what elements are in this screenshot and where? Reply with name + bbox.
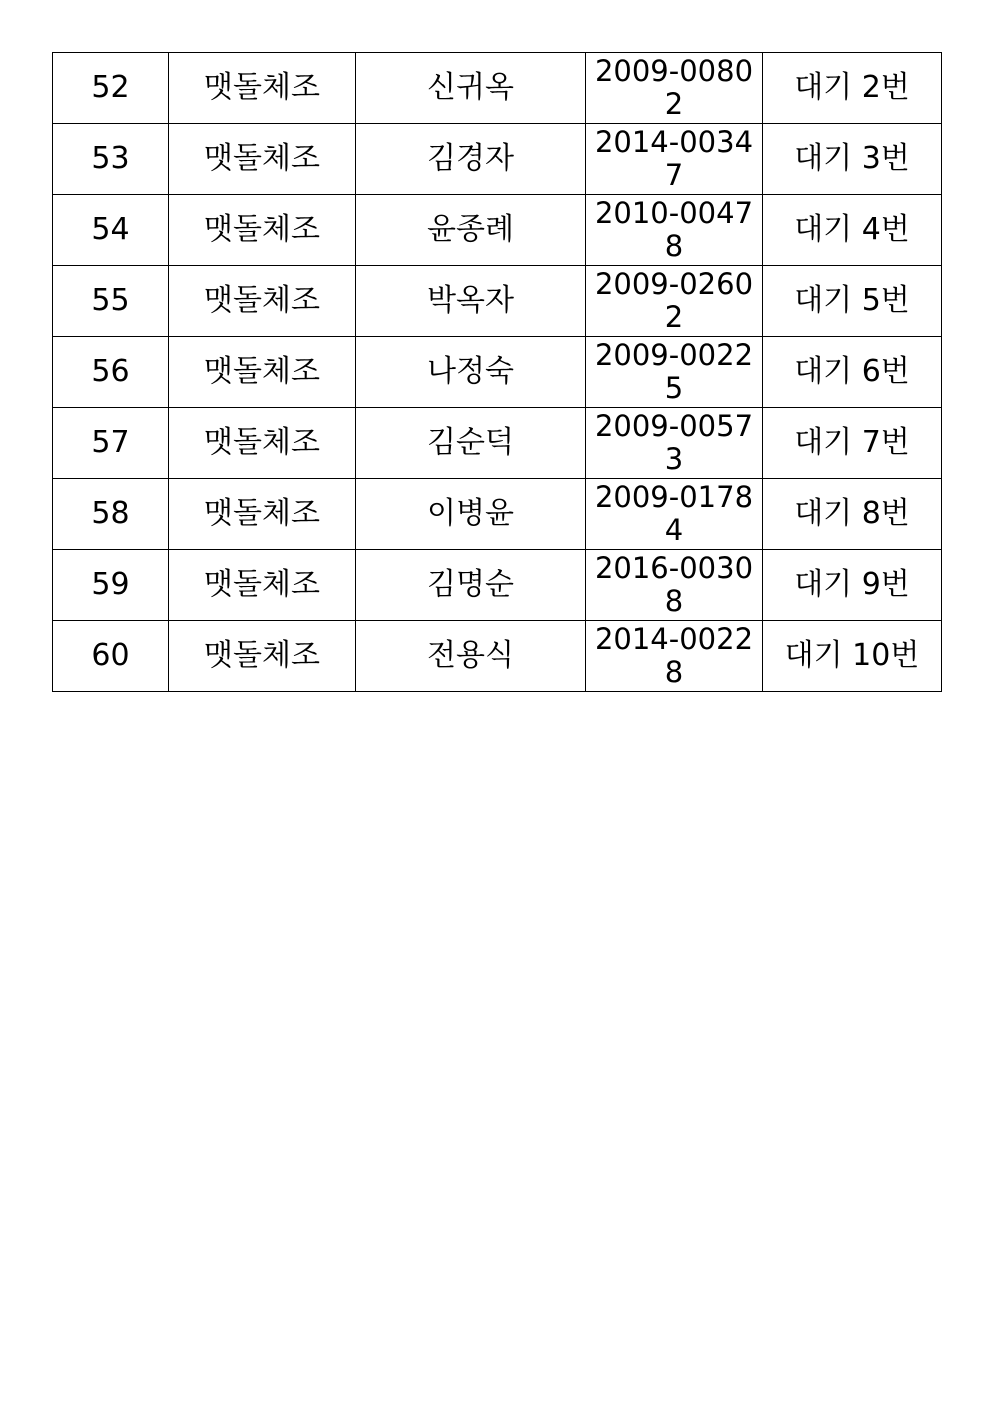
name-cell: 이병윤 [356, 479, 586, 550]
registration-number-main: 2009-0080 [594, 54, 754, 88]
registration-number-main: 2010-0047 [594, 196, 754, 230]
waitlist-status-cell: 대기 4번 [763, 195, 942, 266]
registration-number-cell [586, 195, 763, 266]
waitlist-status-cell: 대기 8번 [763, 479, 942, 550]
registration-number-tail: 4 [664, 513, 684, 547]
registration-number-main: 2016-0030 [594, 551, 754, 585]
table-row [53, 195, 942, 266]
registration-number-main: 2009-0022 [594, 338, 754, 372]
name-cell: 나정숙 [356, 337, 586, 408]
registration-number-cell [586, 621, 763, 692]
registration-number-main: 2014-0034 [594, 125, 754, 159]
name-cell: 김순덕 [356, 408, 586, 479]
table-row [53, 266, 942, 337]
row-number-cell: 55 [53, 266, 169, 337]
team-cell: 맷돌체조 [169, 266, 356, 337]
registration-number-cell [586, 53, 763, 124]
row-number-cell: 53 [53, 124, 169, 195]
row-number-cell: 54 [53, 195, 169, 266]
registration-number-tail: 3 [664, 442, 684, 476]
row-number-cell: 52 [53, 53, 169, 124]
registration-number-tail: 8 [664, 584, 684, 618]
waitlist-status-cell: 대기 10번 [763, 621, 942, 692]
registration-number-tail: 2 [664, 87, 684, 121]
team-cell: 맷돌체조 [169, 408, 356, 479]
team-cell: 맷돌체조 [169, 53, 356, 124]
name-cell: 윤종례 [356, 195, 586, 266]
row-number-cell: 60 [53, 621, 169, 692]
registration-number-cell [586, 550, 763, 621]
registration-number-tail: 2 [664, 300, 684, 334]
registration-number-tail: 7 [664, 158, 684, 192]
registration-number-cell [586, 479, 763, 550]
table-row [53, 479, 942, 550]
name-cell: 신귀옥 [356, 53, 586, 124]
waitlist-status-cell: 대기 2번 [763, 53, 942, 124]
team-cell: 맷돌체조 [169, 621, 356, 692]
registration-number-cell [586, 408, 763, 479]
waitlist-status-cell: 대기 7번 [763, 408, 942, 479]
name-cell: 전용식 [356, 621, 586, 692]
waitlist-status-cell: 대기 6번 [763, 337, 942, 408]
registration-number-cell [586, 337, 763, 408]
team-cell: 맷돌체조 [169, 124, 356, 195]
name-cell: 박옥자 [356, 266, 586, 337]
waitlist-status-cell: 대기 5번 [763, 266, 942, 337]
table-row [53, 550, 942, 621]
registration-number-main: 2014-0022 [594, 622, 754, 656]
waitlist-status-cell: 대기 9번 [763, 550, 942, 621]
name-cell: 김경자 [356, 124, 586, 195]
table-row [53, 337, 942, 408]
table-row [53, 53, 942, 124]
team-cell: 맷돌체조 [169, 195, 356, 266]
team-cell: 맷돌체조 [169, 337, 356, 408]
table-row [53, 124, 942, 195]
registration-number-cell [586, 266, 763, 337]
waitlist-status-cell: 대기 3번 [763, 124, 942, 195]
registration-number-tail: 5 [664, 371, 684, 405]
waitlist-table-body [53, 53, 942, 692]
name-cell: 김명순 [356, 550, 586, 621]
registration-number-tail: 8 [664, 655, 684, 689]
row-number-cell: 59 [53, 550, 169, 621]
registration-number-main: 2009-0260 [594, 267, 754, 301]
team-cell: 맷돌체조 [169, 550, 356, 621]
table-row [53, 621, 942, 692]
row-number-cell: 56 [53, 337, 169, 408]
registration-number-cell [586, 124, 763, 195]
registration-number-main: 2009-0178 [594, 480, 754, 514]
waitlist-table [52, 52, 942, 692]
registration-number-tail: 8 [664, 229, 684, 263]
registration-number-main: 2009-0057 [594, 409, 754, 443]
table-row [53, 408, 942, 479]
team-cell: 맷돌체조 [169, 479, 356, 550]
row-number-cell: 57 [53, 408, 169, 479]
row-number-cell: 58 [53, 479, 169, 550]
